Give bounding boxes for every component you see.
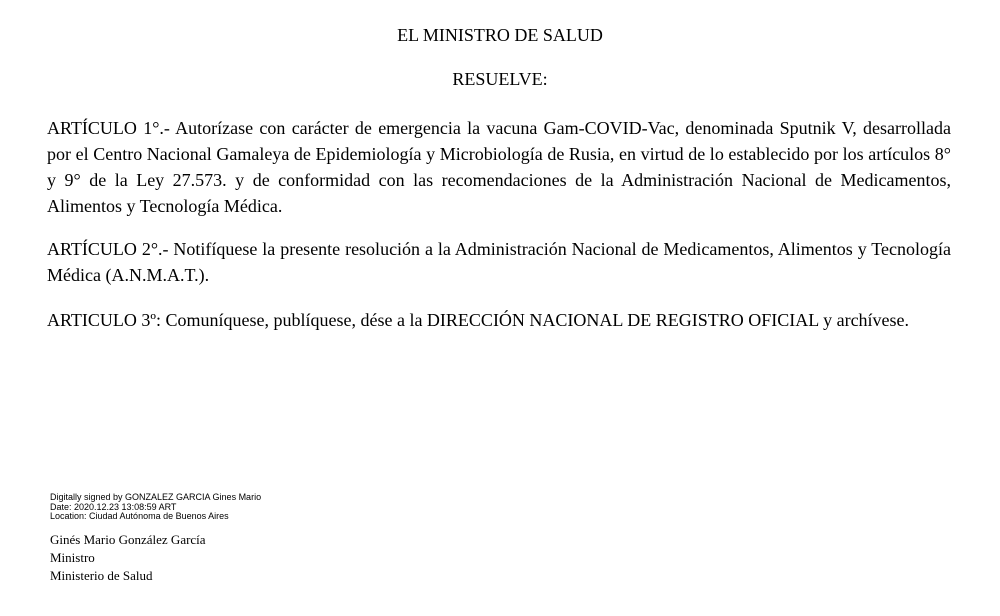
article-2: ARTÍCULO 2°.- Notifíquese la presente resolución a la Administración Nacional de Medicamentos, Alimentos y Tecnología Médica (A.N.M.A.T.). <box>47 239 951 285</box>
digital-signature-stamp <box>50 493 261 522</box>
signer-block <box>50 531 206 585</box>
signature-location: Location: Ciudad Autónoma de Buenos Aires <box>50 511 229 521</box>
signature-signed-by: Digitally signed by GONZALEZ GARCIA Gines Mario <box>50 492 262 502</box>
signer-role: Ministro <box>50 550 95 565</box>
heading-minister: EL MINISTRO DE SALUD <box>397 25 603 45</box>
article-3: ARTICULO 3º: Comuníquese, publíquese, dése a la DIRECCIÓN NACIONAL DE REGISTRO OFICIAL y archívese. <box>47 310 910 330</box>
heading-resolve: RESUELVE: <box>452 69 548 89</box>
signer-organization: Ministerio de Salud <box>50 568 153 583</box>
article-1: ARTÍCULO 1°.- Autorízase con carácter de emergencia la vacuna Gam-COVID-Vac, denominada Sputnik V, desarrollada por el Centro Nacional Gamaleya de Epidemiología y Microbiología de Rusia, en virtud de lo establecido por los artículos 8° y 9° de la Ley 27.573. y de conformidad con las recomendaciones de la Administración Nacional de Medicamentos, Alimentos y Tecnología Médica. <box>47 118 951 216</box>
signature-date: Date: 2020.12.23 13:08:59 ART <box>50 501 177 512</box>
signer-name: Ginés Mario González García <box>50 532 206 547</box>
